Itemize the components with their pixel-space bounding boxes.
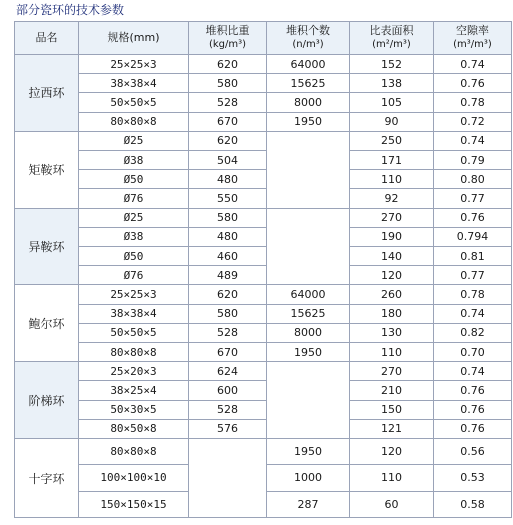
spec-cell: 80×80×8 [79,343,189,362]
density-cell: 550 [189,189,267,208]
count-cell: 64000 [267,55,350,74]
table-row [15,208,512,227]
group-name: 鲍尔环 [15,285,79,362]
spec-cell: 80×80×8 [79,112,189,131]
table-row [15,93,512,112]
void-cell: 0.82 [434,323,512,342]
density-cell: 576 [189,419,267,438]
area-cell: 270 [350,362,434,381]
table-row [15,151,512,170]
density-cell: 528 [189,93,267,112]
table-row [15,304,512,323]
spec-cell: Ø76 [79,266,189,285]
void-cell: 0.79 [434,151,512,170]
table-title: 部分瓷环的技术参数 [16,3,125,17]
density-cell: 624 [189,362,267,381]
void-cell: 0.74 [434,304,512,323]
count-cell-empty [267,362,350,439]
area-cell: 121 [350,419,434,438]
spec-cell: 50×30×5 [79,400,189,419]
void-cell: 0.74 [434,131,512,150]
area-cell: 110 [350,343,434,362]
area-cell: 180 [350,304,434,323]
density-cell: 580 [189,208,267,227]
void-cell: 0.76 [434,74,512,93]
count-cell: 64000 [267,285,350,304]
area-cell: 130 [350,323,434,342]
header-density-unit: (kg/m³) [208,39,247,50]
header-name: 品名 [15,22,79,55]
spec-cell: 38×25×4 [79,381,189,400]
density-cell: 480 [189,170,267,189]
void-cell: 0.74 [434,362,512,381]
count-cell: 1000 [267,465,350,491]
area-cell: 171 [350,151,434,170]
density-cell: 620 [189,285,267,304]
density-cell: 528 [189,323,267,342]
spec-cell: 50×50×5 [79,323,189,342]
header-void-unit: (m³/m³) [453,39,492,50]
count-cell: 8000 [267,93,350,112]
void-cell: 0.53 [434,465,512,491]
spec-cell: 50×50×5 [79,93,189,112]
density-cell: 528 [189,400,267,419]
area-cell: 110 [350,170,434,189]
area-cell: 60 [350,491,434,517]
area-cell: 105 [350,93,434,112]
void-cell: 0.77 [434,266,512,285]
spec-cell: 100×100×10 [79,465,189,491]
density-cell: 620 [189,55,267,74]
void-cell: 0.81 [434,247,512,266]
spec-cell: 80×50×8 [79,419,189,438]
header-count-unit: (n/m³) [292,39,324,50]
density-cell: 580 [189,304,267,323]
area-cell: 110 [350,465,434,491]
void-cell: 0.56 [434,439,512,465]
spec-cell: Ø38 [79,227,189,246]
header-count [267,22,350,55]
spec-cell: 38×38×4 [79,304,189,323]
header-area-unit: (m²/m³) [372,39,411,50]
density-cell: 670 [189,343,267,362]
void-cell: 0.72 [434,112,512,131]
spec-cell: Ø25 [79,131,189,150]
table-row [15,362,512,381]
table-row [15,227,512,246]
area-cell: 152 [350,55,434,74]
void-cell: 0.74 [434,55,512,74]
spec-cell: Ø50 [79,170,189,189]
table-row [15,400,512,419]
area-cell: 120 [350,439,434,465]
area-cell: 210 [350,381,434,400]
density-cell: 580 [189,74,267,93]
spec-cell: 25×20×3 [79,362,189,381]
void-cell: 0.78 [434,93,512,112]
count-cell: 1950 [267,343,350,362]
table-row [15,131,512,150]
density-cell: 600 [189,381,267,400]
void-cell: 0.77 [434,189,512,208]
table-row [15,381,512,400]
area-cell: 90 [350,112,434,131]
void-cell: 0.76 [434,419,512,438]
table-row [15,189,512,208]
table-row [15,285,512,304]
spec-table [14,21,512,518]
area-cell: 120 [350,266,434,285]
header-density-label: 堆积比重 [205,24,250,37]
table-row [15,419,512,438]
spec-cell: Ø76 [79,189,189,208]
spec-cell: Ø38 [79,151,189,170]
spec-cell: 150×150×15 [79,491,189,517]
header-area [350,22,434,55]
area-cell: 190 [350,227,434,246]
void-cell: 0.76 [434,381,512,400]
count-cell: 15625 [267,74,350,93]
table-row [15,112,512,131]
void-cell: 0.794 [434,227,512,246]
table-row [15,74,512,93]
void-cell: 0.58 [434,491,512,517]
header-spec: 规格(mm) [79,22,189,55]
area-cell: 140 [350,247,434,266]
spec-cell: Ø50 [79,247,189,266]
table-row [15,266,512,285]
count-cell: 1950 [267,112,350,131]
density-cell: 504 [189,151,267,170]
table-row [15,439,512,465]
table-body [15,55,512,518]
group-name: 异鞍环 [15,208,79,285]
group-name: 矩鞍环 [15,131,79,208]
count-cell: 1950 [267,439,350,465]
density-cell-empty [189,439,267,518]
area-cell: 250 [350,131,434,150]
spec-cell: 25×25×3 [79,55,189,74]
count-cell: 8000 [267,323,350,342]
area-cell: 150 [350,400,434,419]
header-void-label: 空隙率 [456,24,489,37]
header-row [15,22,512,55]
header-area-label: 比表面积 [369,24,414,37]
area-cell: 92 [350,189,434,208]
header-density [189,22,267,55]
header-count-label: 堆积个数 [286,24,330,37]
spec-cell: Ø25 [79,208,189,227]
count-cell-empty [267,208,350,285]
group-name: 阶梯环 [15,362,79,439]
void-cell: 0.80 [434,170,512,189]
group-name: 拉西环 [15,55,79,132]
spec-cell: 25×25×3 [79,285,189,304]
table-row [15,170,512,189]
table-row [15,247,512,266]
density-cell: 489 [189,266,267,285]
void-cell: 0.76 [434,208,512,227]
density-cell: 460 [189,247,267,266]
count-cell: 15625 [267,304,350,323]
count-cell-empty [267,131,350,208]
density-cell: 480 [189,227,267,246]
table-row [15,343,512,362]
density-cell: 670 [189,112,267,131]
void-cell: 0.70 [434,343,512,362]
void-cell: 0.76 [434,400,512,419]
area-cell: 270 [350,208,434,227]
spec-cell: 38×38×4 [79,74,189,93]
density-cell: 620 [189,131,267,150]
header-void [434,22,512,55]
spec-cell: 80×80×8 [79,439,189,465]
table-row [15,55,512,74]
group-name: 十字环 [15,439,79,518]
area-cell: 138 [350,74,434,93]
count-cell: 287 [267,491,350,517]
table-row [15,323,512,342]
void-cell: 0.78 [434,285,512,304]
area-cell: 260 [350,285,434,304]
